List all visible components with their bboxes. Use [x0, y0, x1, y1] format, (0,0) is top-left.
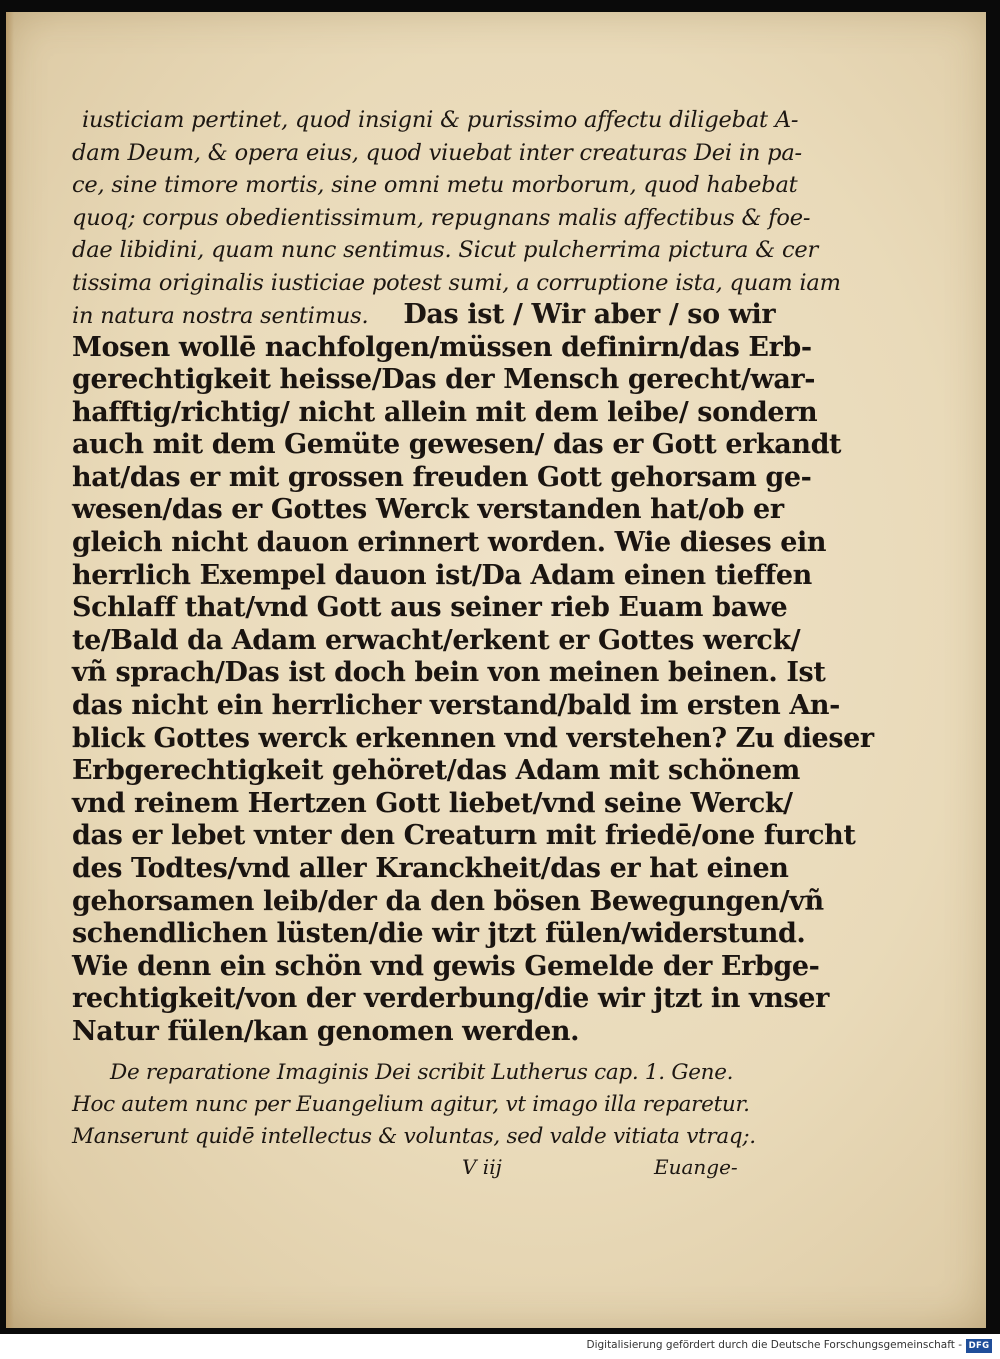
german-line: Wie denn ein schön vnd gewis Gemelde der Erbge-: [72, 950, 820, 982]
signature-mark: V iij: [462, 1154, 502, 1179]
german-line: te/Bald da Adam erwacht/erkent er Gottes werck/: [72, 624, 801, 656]
german-line: Schlaff that/vnd Gott aus seiner rieb Euam bawe: [72, 592, 788, 624]
german-line: Mosen wollē nachfolgen/müssen definirn/das Erb-: [72, 331, 812, 363]
signature-row: [72, 1153, 772, 1185]
latin-line: ce, sine timore mortis, sine omni metu morborum, quod habebat: [72, 172, 798, 198]
latin-line: quoq; corpus obedientissimum, repugnans malis affectibus & foe-: [72, 204, 811, 231]
german-line: auch mit dem Gemüte gewesen/ das er Gott erkandt: [72, 429, 842, 461]
mixed-line: [72, 299, 776, 332]
german-line: vnd reinem Hertzen Gott liebet/vnd seine Werck/: [72, 787, 793, 819]
german-line: Natur fülen/kan genomen werden.: [72, 1015, 580, 1047]
latin-line: iusticiam pertinet, quod insigni & purissimo affectu diligebat A-: [82, 107, 799, 133]
german-line: schendlichen lüsten/die wir jtzt fülen/widerstund.: [72, 918, 806, 950]
closing-note-line: Manserunt quidē intellectus & voluntas, sed valde vitiata vtraq;.: [72, 1123, 756, 1149]
german-line: gleich nicht dauon erinnert worden. Wie dieses ein: [72, 527, 827, 559]
paragraph-gap: [72, 1049, 772, 1057]
mixed-line-german: Das ist / Wir aber / so wir: [403, 299, 776, 330]
german-line: das er lebet vnter den Creaturn mit friedē/one furcht: [72, 820, 856, 852]
digitization-credit: Digitalisierung gefördert durch die Deutsche Forschungsgemeinschaft -: [586, 1339, 962, 1351]
dfg-logo-icon: DFG: [966, 1339, 992, 1353]
german-line: hafftig/richtig/ nicht allein mit dem leibe/ sondern: [72, 396, 818, 428]
german-line: gerechtigkeit heisse/Das der Mensch gerecht/war-: [72, 364, 816, 396]
german-line: des Todtes/vnd aller Kranckheit/das er hat einen: [72, 853, 789, 884]
closing-note-line: De reparatione Imaginis Dei scribit Lutherus cap. 1. Gene.: [110, 1059, 734, 1085]
latin-line: dae libidini, quam nunc sentimus. Sicut pulcherrima pictura & cer: [72, 237, 819, 263]
mixed-line-latin: in natura nostra sentimus.: [72, 303, 369, 329]
latin-line: tissima originalis iusticiae potest sumi, a corruptione ista, quam iam: [72, 269, 841, 296]
catchword: Euange-: [654, 1154, 738, 1179]
german-line: blick Gottes werck erkennen vnd verstehen? Zu dieser: [72, 722, 874, 754]
page-text-block: [72, 104, 874, 1185]
page-gutter-shadow: [6, 12, 14, 1328]
german-line: gehorsamen leib/der da den bösen Bewegungen/vñ: [72, 885, 824, 917]
german-line: das nicht ein herrlicher verstand/bald im ersten An-: [72, 690, 840, 722]
german-line: vñ sprach/Das ist doch bein von meinen beinen. Ist: [72, 657, 826, 689]
german-line: hat/das er mit grossen freuden Gott gehorsam ge-: [72, 461, 812, 493]
closing-note-line: Hoc autem nunc per Euangelium agitur, vt imago illa reparetur.: [72, 1091, 750, 1117]
german-line: wesen/das er Gottes Werck verstanden hat/ob er: [72, 494, 784, 526]
digitization-footer: [0, 1334, 1000, 1359]
book-page: [6, 12, 986, 1328]
german-line: herrlich Exempel dauon ist/Da Adam einen tieffen: [72, 559, 812, 591]
german-line: rechtigkeit/von der verderbung/die wir jtzt in vnser: [72, 983, 829, 1015]
german-line: Erbgerechtigkeit gehöret/das Adam mit schönem: [72, 755, 800, 787]
latin-line: dam Deum, & opera eius, quod viuebat inter creaturas Dei in pa-: [72, 139, 802, 166]
